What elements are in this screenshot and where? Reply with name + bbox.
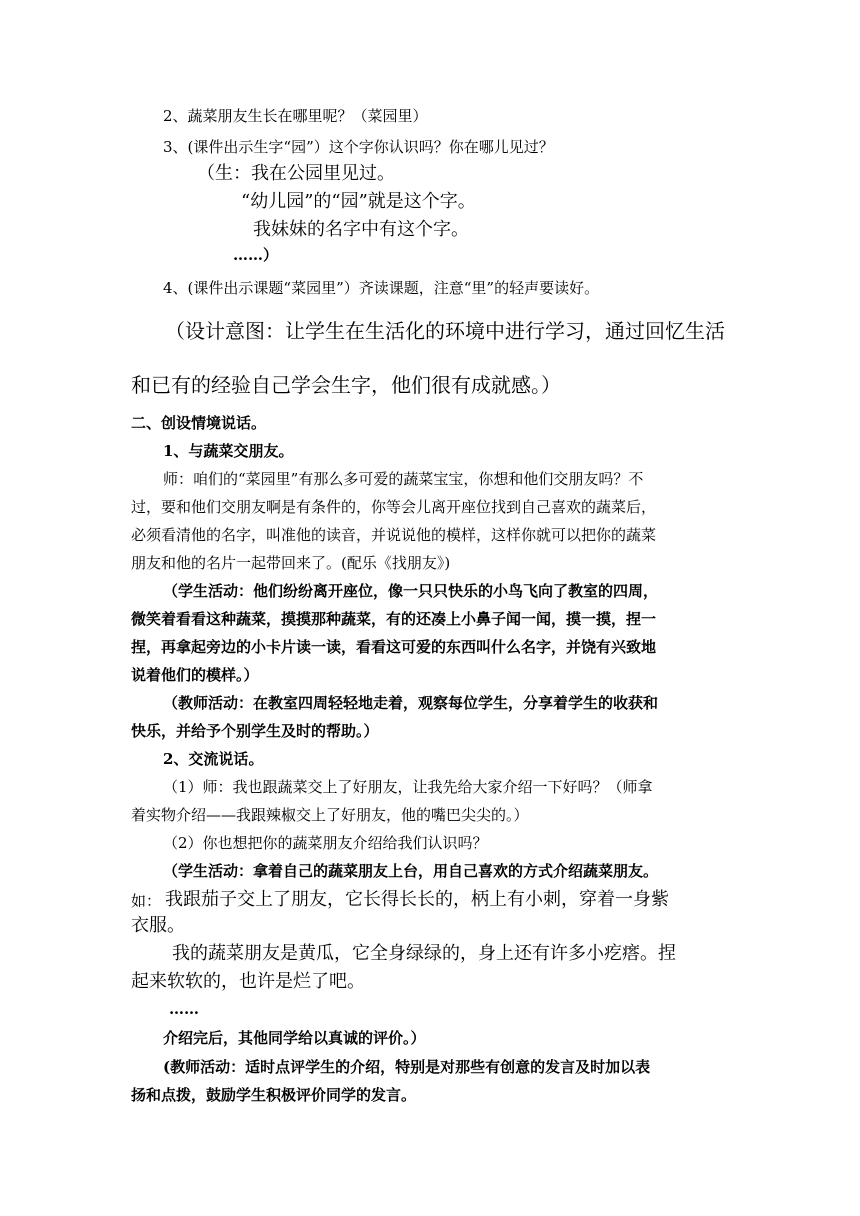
text-line: 我的蔬菜朋友是黄瓜，它全身绿绿的，身上还有许多小疙瘩。捏 [172, 943, 676, 964]
text-line: 师：咱们的“菜园里”有那么多可爱的蔬菜宝宝，你想和他们交朋友吗？不 [163, 470, 644, 488]
design-intent-line: （设计意图：让学生在生活化的环境中进行学习，通过回忆生活 [165, 319, 725, 343]
subsection-heading: 2、交流说话。 [163, 750, 264, 768]
text-line: 2、蔬菜朋友生长在哪里呢？（菜园里） [163, 107, 428, 125]
text-line: （1）师：我也跟蔬菜交上了好朋友，让我先给大家介绍一下好吗？（师拿 [163, 778, 653, 796]
section-heading: 二、创设情境说话。 [131, 414, 267, 432]
text-line: 朋友和他的名片一起带回来了。(配乐《找朋友》) [131, 554, 451, 572]
text-line: 微笑着看看这种蔬菜，摸摸那种蔬菜，有的还凑上小鼻子闻一闻，摸一摸，捏一 [131, 610, 657, 628]
text-line: 如： [131, 892, 162, 910]
text-line: 4、(课件出示课题“菜园里”）齐读课题，注意“里”的轻声要读好。 [163, 279, 600, 297]
text-line: （2）你也想把你的蔬菜朋友介绍给我们认识吗？ [163, 834, 488, 852]
text-line: 我跟茄子交上了朋友，它长得长长的，柄上有小刺，穿着一身紫 [165, 889, 669, 910]
text-line: （学生活动：拿着自己的蔬菜朋友上台，用自己喜欢的方式介绍蔬菜朋友。 [163, 862, 659, 880]
text-line: 必须看清他的名字，叫准他的读音，并说说他的模样，这样你就可以把你的蔬菜 [131, 526, 657, 544]
text-line: 说着他们的模样。） [131, 666, 259, 684]
text-line: …… [169, 1000, 199, 1018]
text-line: （生：我在公园里见过。 [197, 163, 395, 184]
text-line: 扬和点拨，鼓励学生积极评价同学的发言。 [131, 1086, 417, 1104]
text-line: 捏，再拿起旁边的小卡片读一读，看看这可爱的东西叫什么名字，并饶有兴致地 [131, 638, 657, 656]
text-line: 起来软软的，也许是烂了吧。 [131, 971, 365, 992]
text-line: 快乐，并给予个别学生及时的帮助。） [131, 722, 379, 740]
text-line: 着实物介绍——我跟辣椒交上了好朋友，他的嘴巴尖尖的。） [131, 806, 529, 824]
text-line: (教师活动：适时点评学生的介绍，特别是对那些有创意的发言及时加以表 [163, 1058, 651, 1076]
subsection-heading: 1、与蔬菜交朋友。 [163, 442, 294, 460]
text-line: “幼儿园”的“园”就是这个字。 [241, 191, 476, 212]
text-line: 我妹妹的名字中有这个字。 [253, 219, 469, 240]
text-line: ……） [233, 246, 279, 264]
text-line: （学生活动：他们纷纷离开座位，像一只只快乐的小鸟飞向了教室的四周， [163, 582, 659, 600]
text-line: 衣服。 [131, 915, 185, 936]
text-line: （教师活动：在教室四周轻轻地走着，观察每位学生，分享着学生的收获和 [163, 694, 659, 712]
text-line: 过，要和他们交朋友啊是有条件的，你等会儿离开座位找到自己喜欢的蔬菜后， [131, 498, 657, 516]
design-intent-line: 和已有的经验自己学会生字，他们很有成就感。） [131, 373, 561, 397]
text-line: 3、(课件出示生字“园”）这个字你认识吗？你在哪儿见过？ [163, 138, 554, 156]
text-line: 介绍完后，其他同学给以真诚的评价。） [163, 1029, 426, 1047]
